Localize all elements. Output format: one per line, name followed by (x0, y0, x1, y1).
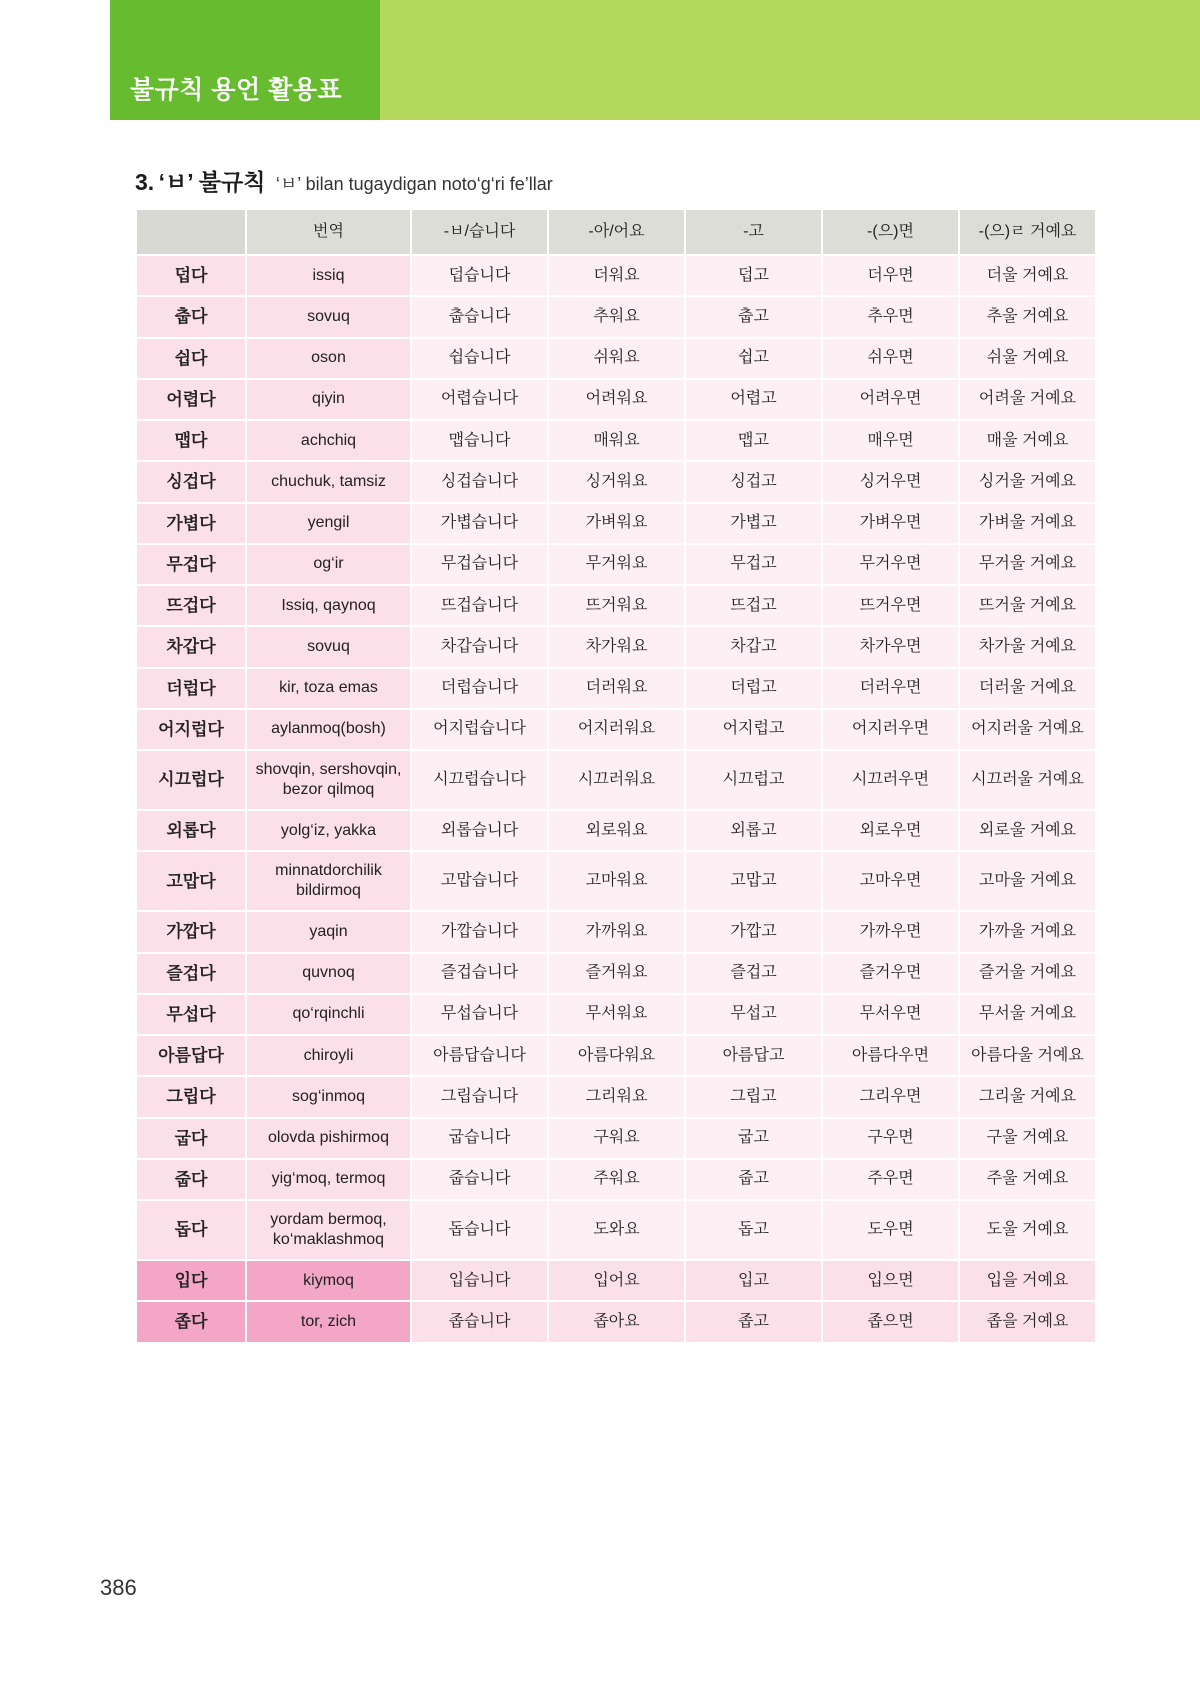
cell-form: 맵고 (685, 420, 822, 461)
table-row (136, 750, 1096, 810)
cell-form: 어지럽습니다 (411, 709, 548, 750)
cell-word: 싱겁다 (136, 461, 246, 502)
cell-word: 무겁다 (136, 544, 246, 585)
table-row (136, 1200, 1096, 1260)
cell-form: 맵습니다 (411, 420, 548, 461)
cell-form: 쉽습니다 (411, 338, 548, 379)
cell-form: 구우면 (822, 1118, 959, 1159)
cell-form: 가까울 거예요 (959, 911, 1096, 952)
header-subtitle: Noto‘g‘ri fellar jadvali (390, 1658, 575, 1680)
cell-translation: chiroyli (246, 1035, 411, 1076)
cell-form: 입고 (685, 1260, 822, 1301)
cell-translation: sog‘inmoq (246, 1076, 411, 1117)
table-row (136, 626, 1096, 667)
cell-form: 덥습니다 (411, 255, 548, 296)
table-row (136, 1301, 1096, 1342)
cell-form: 좁습니다 (411, 1301, 548, 1342)
conjugation-table-wrap (135, 208, 1084, 1344)
cell-word: 맵다 (136, 420, 246, 461)
cell-form: 가벼우면 (822, 503, 959, 544)
cell-form: 도우면 (822, 1200, 959, 1260)
cell-form: 더럽습니다 (411, 668, 548, 709)
cell-form: 쉽고 (685, 338, 822, 379)
cell-form: 시끄럽고 (685, 750, 822, 810)
cell-form: 외로우면 (822, 810, 959, 851)
cell-form: 아름다워요 (548, 1035, 685, 1076)
cell-form: 어렵습니다 (411, 379, 548, 420)
table-header-cell: -고 (685, 209, 822, 255)
cell-translation: olovda pishirmoq (246, 1118, 411, 1159)
cell-translation: chuchuk, tamsiz (246, 461, 411, 502)
cell-translation: achchiq (246, 420, 411, 461)
cell-form: 차가울 거예요 (959, 626, 1096, 667)
cell-form: 고마우면 (822, 851, 959, 911)
cell-form: 주우면 (822, 1159, 959, 1200)
table-header-row (136, 209, 1096, 255)
header-tab-label: 불규칙 용언 활용표 (130, 76, 343, 104)
cell-form: 무서워요 (548, 994, 685, 1035)
cell-form: 추워요 (548, 296, 685, 337)
table-row (136, 1260, 1096, 1301)
cell-form: 쉬울 거예요 (959, 338, 1096, 379)
cell-form: 그리우면 (822, 1076, 959, 1117)
table-row (136, 544, 1096, 585)
cell-word: 줍다 (136, 1159, 246, 1200)
cell-form: 춥습니다 (411, 296, 548, 337)
cell-form: 어지러울 거예요 (959, 709, 1096, 750)
cell-form: 차갑고 (685, 626, 822, 667)
conjugation-table (135, 208, 1097, 1344)
cell-form: 시끄럽습니다 (411, 750, 548, 810)
cell-form: 즐겁습니다 (411, 953, 548, 994)
cell-form: 좁아요 (548, 1301, 685, 1342)
cell-form: 어지럽고 (685, 709, 822, 750)
cell-form: 좁고 (685, 1301, 822, 1342)
cell-form: 뜨거울 거예요 (959, 585, 1096, 626)
cell-form: 돕습니다 (411, 1200, 548, 1260)
cell-form: 가깝습니다 (411, 911, 548, 952)
cell-form: 싱거울 거예요 (959, 461, 1096, 502)
cell-form: 아름다울 거예요 (959, 1035, 1096, 1076)
cell-form: 시끄러울 거예요 (959, 750, 1096, 810)
cell-word: 굽다 (136, 1118, 246, 1159)
cell-form: 도울 거예요 (959, 1200, 1096, 1260)
cell-form: 아름다우면 (822, 1035, 959, 1076)
table-header-cell: -아/어요 (548, 209, 685, 255)
cell-form: 줍습니다 (411, 1159, 548, 1200)
cell-form: 더럽고 (685, 668, 822, 709)
cell-translation: minnatdorchilik bildirmoq (246, 851, 411, 911)
cell-form: 덥고 (685, 255, 822, 296)
cell-form: 어려워요 (548, 379, 685, 420)
table-row (136, 709, 1096, 750)
section-uzbek-title: ‘ㅂ’ bilan tugaydigan noto‘g‘ri fe’llar (275, 174, 553, 194)
cell-form: 굽습니다 (411, 1118, 548, 1159)
cell-word: 차갑다 (136, 626, 246, 667)
table-header-cell: -(으)면 (822, 209, 959, 255)
table-body (136, 255, 1096, 1343)
cell-form: 입으면 (822, 1260, 959, 1301)
table-row (136, 338, 1096, 379)
table-row (136, 851, 1096, 911)
cell-word: 더럽다 (136, 668, 246, 709)
cell-word: 가깝다 (136, 911, 246, 952)
cell-form: 무섭습니다 (411, 994, 548, 1035)
cell-form: 구워요 (548, 1118, 685, 1159)
cell-form: 시끄러워요 (548, 750, 685, 810)
cell-translation: yaqin (246, 911, 411, 952)
cell-form: 쉬우면 (822, 338, 959, 379)
cell-form: 외로울 거예요 (959, 810, 1096, 851)
table-head (136, 209, 1096, 255)
cell-form: 고마워요 (548, 851, 685, 911)
cell-form: 입습니다 (411, 1260, 548, 1301)
cell-form: 가까우면 (822, 911, 959, 952)
cell-translation: yengil (246, 503, 411, 544)
cell-form: 매우면 (822, 420, 959, 461)
cell-form: 입을 거예요 (959, 1260, 1096, 1301)
cell-form: 가까워요 (548, 911, 685, 952)
cell-word: 무섭다 (136, 994, 246, 1035)
cell-word: 돕다 (136, 1200, 246, 1260)
cell-form: 외로워요 (548, 810, 685, 851)
cell-word: 아름답다 (136, 1035, 246, 1076)
cell-form: 무겁습니다 (411, 544, 548, 585)
cell-form: 가깝고 (685, 911, 822, 952)
cell-form: 즐거울 거예요 (959, 953, 1096, 994)
cell-translation: sovuq (246, 626, 411, 667)
table-row (136, 379, 1096, 420)
cell-form: 무겁고 (685, 544, 822, 585)
cell-form: 고맙습니다 (411, 851, 548, 911)
table-header-cell: -ㅂ/습니다 (411, 209, 548, 255)
cell-form: 외롭습니다 (411, 810, 548, 851)
cell-form: 매워요 (548, 420, 685, 461)
cell-word: 외롭다 (136, 810, 246, 851)
table-row (136, 255, 1096, 296)
cell-form: 무거우면 (822, 544, 959, 585)
cell-word: 그립다 (136, 1076, 246, 1117)
cell-form: 고마울 거예요 (959, 851, 1096, 911)
cell-word: 좁다 (136, 1301, 246, 1342)
cell-form: 뜨거우면 (822, 585, 959, 626)
cell-translation: sovuq (246, 296, 411, 337)
cell-translation: qo‘rqinchli (246, 994, 411, 1035)
cell-word: 어지럽다 (136, 709, 246, 750)
table-row (136, 668, 1096, 709)
cell-form: 아름답습니다 (411, 1035, 548, 1076)
page-number: 386 (100, 1575, 137, 1600)
cell-translation: issiq (246, 255, 411, 296)
cell-form: 가벼울 거예요 (959, 503, 1096, 544)
cell-form: 즐거워요 (548, 953, 685, 994)
cell-form: 그리울 거예요 (959, 1076, 1096, 1117)
table-row (136, 296, 1096, 337)
table-row (136, 1035, 1096, 1076)
cell-form: 아름답고 (685, 1035, 822, 1076)
table-header-cell: -(으)ㄹ 거예요 (959, 209, 1096, 255)
cell-form: 주워요 (548, 1159, 685, 1200)
cell-form: 즐거우면 (822, 953, 959, 994)
cell-form: 돕고 (685, 1200, 822, 1260)
cell-form: 어지러워요 (548, 709, 685, 750)
cell-form: 좁으면 (822, 1301, 959, 1342)
section-number: 3. (135, 169, 155, 195)
cell-translation: shovqin, sershovqin, bezor qilmoq (246, 750, 411, 810)
cell-form: 어지러우면 (822, 709, 959, 750)
cell-word: 춥다 (136, 296, 246, 337)
table-row (136, 1076, 1096, 1117)
table-row (136, 810, 1096, 851)
table-row (136, 585, 1096, 626)
cell-form: 차가워요 (548, 626, 685, 667)
cell-translation: og‘ir (246, 544, 411, 585)
cell-form: 도와요 (548, 1200, 685, 1260)
cell-word: 덥다 (136, 255, 246, 296)
cell-form: 무거울 거예요 (959, 544, 1096, 585)
cell-form: 뜨거워요 (548, 585, 685, 626)
cell-form: 더러우면 (822, 668, 959, 709)
cell-translation: kir, toza emas (246, 668, 411, 709)
table-header-blank (136, 209, 246, 255)
cell-form: 더울 거예요 (959, 255, 1096, 296)
cell-form: 그리워요 (548, 1076, 685, 1117)
cell-translation: tor, zich (246, 1301, 411, 1342)
cell-form: 더우면 (822, 255, 959, 296)
cell-form: 무거워요 (548, 544, 685, 585)
cell-word: 입다 (136, 1260, 246, 1301)
cell-form: 무섭고 (685, 994, 822, 1035)
cell-form: 어려울 거예요 (959, 379, 1096, 420)
cell-form: 그립고 (685, 1076, 822, 1117)
cell-translation: kiymoq (246, 1260, 411, 1301)
section-title (135, 164, 553, 197)
cell-form: 싱겁습니다 (411, 461, 548, 502)
cell-translation: qiyin (246, 379, 411, 420)
cell-form: 춥고 (685, 296, 822, 337)
cell-form: 추우면 (822, 296, 959, 337)
cell-form: 싱거우면 (822, 461, 959, 502)
cell-form: 싱거워요 (548, 461, 685, 502)
cell-form: 차갑습니다 (411, 626, 548, 667)
table-row (136, 503, 1096, 544)
cell-form: 입어요 (548, 1260, 685, 1301)
table-row (136, 994, 1096, 1035)
cell-form: 가벼워요 (548, 503, 685, 544)
cell-form: 즐겁고 (685, 953, 822, 994)
cell-form: 어려우면 (822, 379, 959, 420)
cell-form: 더러울 거예요 (959, 668, 1096, 709)
cell-form: 어렵고 (685, 379, 822, 420)
table-row (136, 420, 1096, 461)
cell-form: 구울 거예요 (959, 1118, 1096, 1159)
cell-form: 뜨겁습니다 (411, 585, 548, 626)
table-row (136, 1159, 1096, 1200)
cell-translation: yordam bermoq, ko‘maklashmoq (246, 1200, 411, 1260)
cell-word: 가볍다 (136, 503, 246, 544)
table-row (136, 953, 1096, 994)
cell-translation: aylanmoq(bosh) (246, 709, 411, 750)
table-row (136, 461, 1096, 502)
cell-form: 시끄러우면 (822, 750, 959, 810)
cell-form: 매울 거예요 (959, 420, 1096, 461)
cell-translation: oson (246, 338, 411, 379)
cell-form: 외롭고 (685, 810, 822, 851)
cell-form: 더러워요 (548, 668, 685, 709)
section-korean-title: ‘ㅂ’ 불규칙 (158, 169, 266, 195)
cell-word: 고맙다 (136, 851, 246, 911)
cell-form: 추울 거예요 (959, 296, 1096, 337)
cell-form: 뜨겁고 (685, 585, 822, 626)
cell-word: 즐겁다 (136, 953, 246, 994)
cell-form: 무서우면 (822, 994, 959, 1035)
cell-form: 주울 거예요 (959, 1159, 1096, 1200)
table-row (136, 911, 1096, 952)
cell-form: 무서울 거예요 (959, 994, 1096, 1035)
table-header-cell: 번역 (246, 209, 411, 255)
cell-form: 줍고 (685, 1159, 822, 1200)
cell-word: 쉽다 (136, 338, 246, 379)
table-row (136, 1118, 1096, 1159)
cell-form: 더워요 (548, 255, 685, 296)
cell-word: 뜨겁다 (136, 585, 246, 626)
cell-word: 어렵다 (136, 379, 246, 420)
cell-form: 가볍습니다 (411, 503, 548, 544)
cell-form: 쉬워요 (548, 338, 685, 379)
cell-translation: yolg‘iz, yakka (246, 810, 411, 851)
header-tab (110, 0, 380, 120)
cell-form: 좁을 거예요 (959, 1301, 1096, 1342)
cell-translation: quvnoq (246, 953, 411, 994)
cell-translation: Issiq, qaynoq (246, 585, 411, 626)
cell-form: 고맙고 (685, 851, 822, 911)
cell-form: 싱겁고 (685, 461, 822, 502)
cell-translation: yig‘moq, termoq (246, 1159, 411, 1200)
cell-form: 가볍고 (685, 503, 822, 544)
cell-form: 차가우면 (822, 626, 959, 667)
cell-word: 시끄럽다 (136, 750, 246, 810)
cell-form: 굽고 (685, 1118, 822, 1159)
cell-form: 그립습니다 (411, 1076, 548, 1117)
